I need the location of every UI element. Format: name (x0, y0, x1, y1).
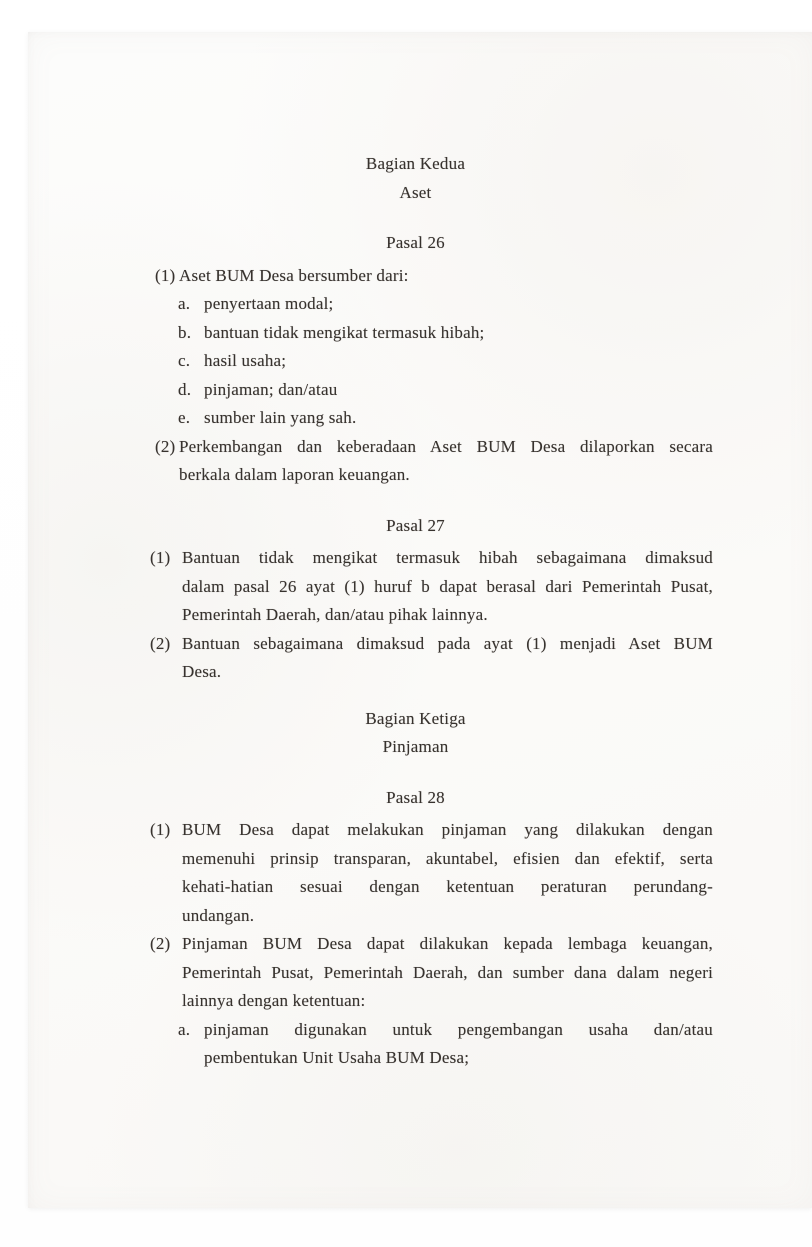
text-line: kehati-hatian sesuai dengan ketentuan peraturan perundang- (182, 877, 713, 896)
text-line: dalam pasal 26 ayat (1) huruf b dapat berasal dari Pemerintah Pusat, (182, 576, 713, 596)
sub-list-item (178, 404, 713, 433)
list-item (150, 816, 713, 930)
item-text (204, 1016, 713, 1073)
list-item (150, 630, 713, 687)
text-line: pembentukan Unit Usaha BUM Desa; (204, 1048, 470, 1067)
sub-list-item (178, 319, 713, 348)
text-line: undangan. (182, 905, 255, 925)
item-letter: e. (178, 408, 191, 427)
text-line: penyertaan modal; (204, 294, 334, 313)
text-line: Desa. (182, 662, 222, 681)
item-text (204, 290, 713, 319)
text-line: BUM Desa dapat melakukan pinjaman yang dilakukan dengan (182, 820, 713, 839)
text-line: Bantuan sebagaimana dimaksud pada ayat (1) menjadi Aset BUM (182, 633, 713, 653)
item-text (204, 404, 713, 433)
list-item (150, 433, 713, 490)
section-bagian-kedua (150, 150, 713, 207)
text-line: bantuan tidak mengikat termasuk hibah; (204, 322, 485, 342)
text-line: pinjaman digunakan untuk pengembangan usaha dan/atau (204, 1019, 713, 1039)
item-text (204, 376, 713, 405)
text-line: berkala dalam laporan keuangan. (179, 465, 410, 484)
section-heading: Bagian Kedua (365, 154, 466, 173)
sub-list-item (178, 1016, 713, 1073)
sub-list-item (178, 376, 713, 405)
text-line: Perkembangan dan keberadaan Aset BUM Desa dilaporkan secara (179, 436, 713, 456)
text-line: Pemerintah Daerah, dan/atau pihak lainnya. (182, 605, 488, 624)
text-line: lainnya dengan ketentuan: (182, 991, 366, 1010)
text-line: memenuhi prinsip transparan, akuntabel, efisien dan efektif, serta (182, 848, 713, 868)
item-text (204, 319, 713, 348)
item-letter: d. (178, 379, 192, 399)
text-line: Pemerintah Pusat, Pemerintah Daerah, dan sumber dana dalam negeri (182, 962, 713, 982)
sub-list-item (178, 347, 713, 376)
item-number: (2) (150, 633, 171, 653)
item-letter: a. (178, 1019, 191, 1039)
pasal-26 (150, 229, 713, 490)
pasal-28 (150, 784, 713, 1073)
item-text (182, 544, 713, 630)
document-page (28, 32, 812, 1208)
text-line: hasil usaha; (204, 351, 287, 370)
item-text (179, 433, 713, 490)
text-line: Aset BUM Desa bersumber dari: (179, 265, 409, 285)
sub-list-item (178, 290, 713, 319)
item-number: (2) (155, 436, 176, 456)
section-title: Aset (399, 182, 432, 202)
section-bagian-ketiga (150, 705, 713, 762)
item-text (182, 930, 713, 1016)
item-text (204, 347, 713, 376)
section-heading: Bagian Ketiga (365, 708, 466, 728)
pasal-28-title: Pasal 28 (386, 787, 445, 807)
item-text (179, 262, 713, 291)
text-line: Pinjaman BUM Desa dapat dilakukan kepada lembaga keuangan, (182, 934, 713, 953)
text-line: pinjaman; dan/atau (204, 379, 338, 399)
item-number: (1) (150, 820, 171, 839)
pasal-26-title: Pasal 26 (386, 233, 445, 252)
item-letter: a. (178, 294, 191, 313)
list-item (150, 544, 713, 630)
item-text (182, 816, 713, 930)
item-letter: c. (178, 351, 191, 370)
item-number: (1) (150, 548, 171, 567)
item-text (182, 630, 713, 687)
pasal-27-title: Pasal 27 (386, 515, 445, 535)
pasal-27 (150, 512, 713, 687)
list-item (150, 930, 713, 1016)
text-line: Bantuan tidak mengikat termasuk hibah sebagaimana dimaksud (182, 548, 713, 567)
text-line: sumber lain yang sah. (204, 408, 357, 427)
list-item (150, 262, 713, 291)
item-number: (2) (150, 934, 171, 953)
item-number: (1) (155, 265, 176, 285)
page-content (150, 150, 713, 1073)
section-title: Pinjaman (382, 737, 449, 756)
item-letter: b. (178, 322, 192, 342)
